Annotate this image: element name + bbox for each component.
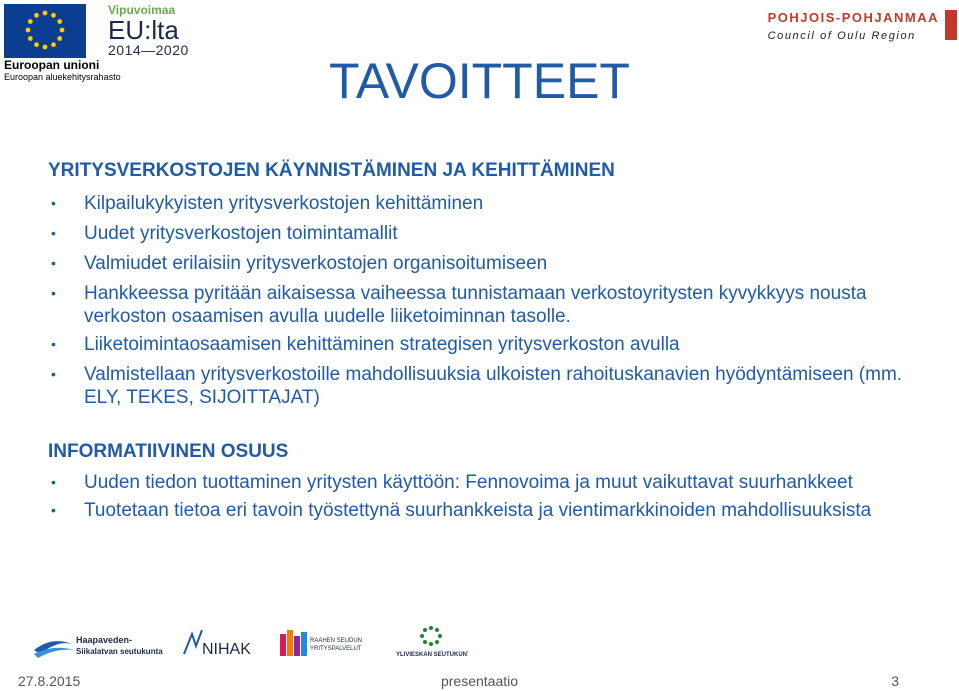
- list-item: • Uuden tiedon tuottaminen yritysten käyttöön: Fennovoima ja muut vaikuttavat suurhankkeet: [51, 472, 853, 493]
- vipuvoimaa-years: 2014—2020: [108, 42, 189, 58]
- bullet-icon: •: [51, 474, 56, 490]
- raahe-line1: RAAHEN SEUDUN: [310, 638, 363, 644]
- nihak-text: NIHAK: [202, 641, 251, 658]
- list-item: • Liiketoimintaosaamisen kehittäminen strategisen yritysverkoston avulla: [51, 334, 680, 355]
- bullet-icon: •: [51, 502, 56, 518]
- haapavesi-swoosh-icon: [32, 630, 166, 662]
- page-number: 3: [891, 673, 899, 689]
- list-item: • Valmiudet erilaisiin yritysverkostojen organisoitumiseen: [51, 253, 548, 274]
- council-subtitle: Council of Oulu Region: [767, 30, 916, 42]
- ylivieska-text: YLIVIESKAN SEUTUKUNTA: [396, 652, 468, 658]
- bullet-icon: •: [51, 285, 56, 301]
- raahe-line2: YRITYSPALVELUT: [310, 646, 362, 652]
- haapavesi-line1: Haapaveden-: [76, 635, 133, 645]
- list-item: • Valmistellaan yritysverkostoille mahdollisuuksia ulkoisten rahoituskanavien hyödyntämiseen (mm. ELY, TEKES, SIJOITTAJAT): [51, 364, 903, 408]
- vipuvoimaa-mid: EU:lta: [108, 15, 179, 45]
- section-heading: YRITYSVERKOSTOJEN KÄYNNISTÄMINEN JA KEHITTÄMINEN: [48, 160, 615, 181]
- footer-center-text: presentaatio: [440, 673, 519, 689]
- vipuvoimaa-logo: [108, 4, 194, 56]
- bullet-icon: •: [51, 255, 56, 271]
- raahe-logo: [278, 626, 368, 660]
- list-item: • Uudet yritysverkostojen toimintamallit: [51, 223, 398, 244]
- footer-date: 27.8.2015: [18, 673, 81, 689]
- list-item: • Tuotetaan tietoa eri tavoin työstettynä suurhankkeista ja vientimarkkinoiden mahdollisuuksista: [51, 500, 872, 521]
- bullet-icon: •: [51, 225, 56, 241]
- section-heading: INFORMATIIVINEN OSUUS: [48, 441, 289, 462]
- list-item: • Kilpailukykyisten yritysverkostojen kehittäminen: [51, 193, 484, 214]
- vipuvoimaa-top: Vipuvoimaa: [108, 3, 176, 17]
- bullet-list: [48, 192, 928, 414]
- council-mark-icon: [945, 10, 957, 40]
- slide-title: TAVOITTEET: [329, 53, 630, 109]
- eu-logo-line2: Euroopan aluekehitysrahasto: [4, 72, 121, 82]
- council-name: POHJOIS-POHJANMAA: [767, 10, 939, 25]
- haapavesi-line2: Siikalatvan seutukunta: [76, 647, 163, 656]
- bullet-icon: •: [51, 366, 56, 382]
- ylivieska-mark-icon: [394, 624, 468, 660]
- ylivieska-logo: [394, 624, 468, 660]
- bullet-icon: •: [51, 336, 56, 352]
- nihak-logo: [182, 628, 252, 658]
- council-logo: [768, 10, 939, 43]
- bullet-list: [48, 471, 928, 527]
- nihak-mark-icon: [182, 628, 252, 658]
- haapavesi-logo: [32, 630, 166, 662]
- bullet-icon: •: [51, 195, 56, 211]
- list-item: • Hankkeessa pyritään aikaisessa vaiheessa tunnistamaan verkostoyritysten kyvykkyys nousta verkoston osaamisen avulla uudelle liiketoiminnan tasolle.: [51, 283, 867, 327]
- eu-logo-line1: Euroopan unioni: [4, 58, 100, 72]
- raahe-mark-icon: [278, 626, 368, 660]
